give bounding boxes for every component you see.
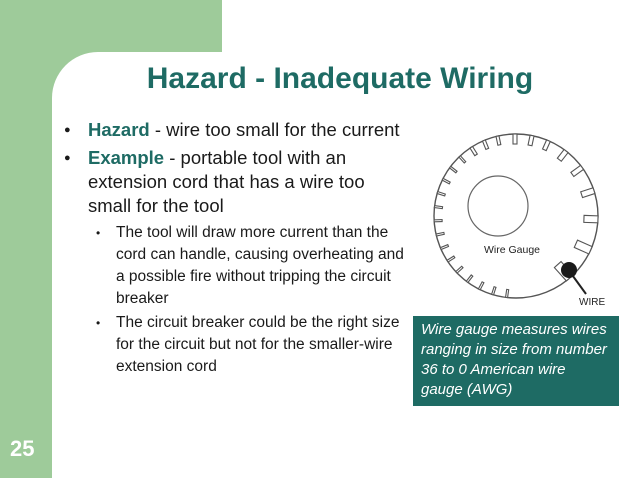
gauge-center-hole xyxy=(468,176,528,236)
bullet-text: - wire too small for the current xyxy=(149,119,400,140)
wire-end xyxy=(561,262,577,278)
bullet-text: - portable tool with an extension cord that has a wire too small for the tool xyxy=(88,147,365,216)
sub-bullet-item: • The circuit breaker could be the right size for the circuit but not for the smaller-wire extension cord xyxy=(88,312,412,378)
bullet-example xyxy=(64,146,412,378)
bullet-list xyxy=(64,118,412,382)
panel-top xyxy=(222,0,638,52)
sub-bullet-list xyxy=(88,222,412,378)
bullet-label: Hazard xyxy=(88,119,150,140)
callout-box xyxy=(413,316,619,406)
wire-gauge-label: Wire Gauge xyxy=(484,244,541,256)
slide-title: Hazard - Inadequate Wiring xyxy=(146,62,534,95)
callout-text: Wire gauge measures wires ranging in size from number 36 to 0 American wire gauge (AWG) xyxy=(421,321,607,398)
wire-gauge-illustration xyxy=(418,130,618,310)
bullet-hazard xyxy=(64,118,412,142)
sub-bullet-item: • The tool will draw more current than the cord can handle, causing overheating and a possible fire without tripping the circuit breaker xyxy=(88,222,412,310)
slide-number: 25 xyxy=(10,436,35,461)
sidebar-accent xyxy=(0,0,222,52)
wire-label: WIRE xyxy=(579,297,606,308)
bullet-label: Example xyxy=(88,147,165,168)
